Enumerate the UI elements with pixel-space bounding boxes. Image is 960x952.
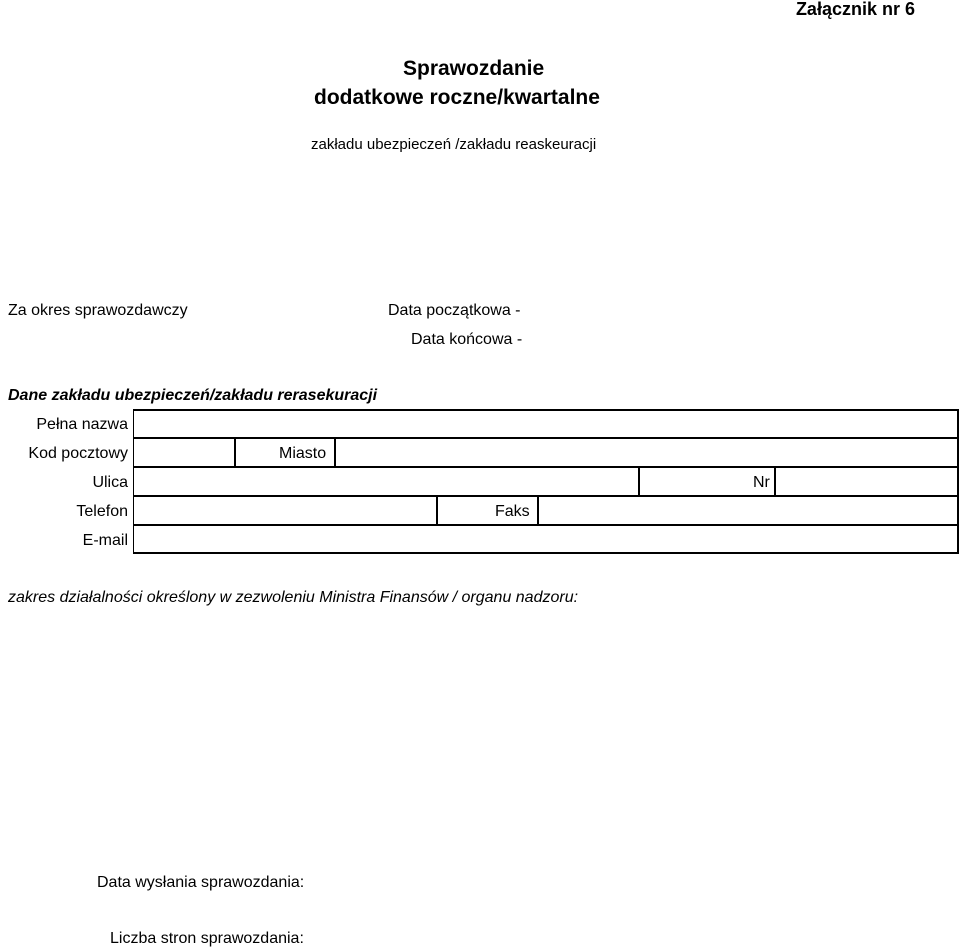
entity-type-label: zakładu ubezpieczeń /zakładu reaskeuracji bbox=[311, 136, 597, 153]
fax-field[interactable] bbox=[540, 497, 957, 524]
fax-label: Faks bbox=[495, 503, 530, 520]
report-page-count-label: Liczba stron sprawozdania: bbox=[110, 930, 304, 947]
reporting-period-label: Za okres sprawozdawczy bbox=[8, 302, 188, 319]
phone-label: Telefon bbox=[76, 503, 128, 520]
full-name-label: Pełna nazwa bbox=[36, 416, 128, 433]
report-subtitle-type: dodatkowe roczne/kwartalne bbox=[314, 86, 600, 109]
postal-code-label: Kod pocztowy bbox=[28, 445, 128, 462]
business-scope-label: zakres działalności określony w zezwoleniu Ministra Finansów / organu nadzoru: bbox=[8, 589, 579, 606]
street-field[interactable] bbox=[135, 468, 638, 495]
number-field[interactable] bbox=[777, 468, 957, 495]
full-name-field[interactable] bbox=[135, 411, 957, 437]
cell-divider bbox=[334, 438, 336, 466]
report-sent-date-label: Data wysłania sprawozdania: bbox=[97, 874, 305, 891]
city-field[interactable] bbox=[337, 439, 957, 466]
cell-divider bbox=[234, 438, 236, 466]
start-date-label: Data początkowa - bbox=[388, 302, 521, 319]
email-field[interactable] bbox=[135, 526, 957, 552]
street-label: Ulica bbox=[92, 474, 128, 491]
attachment-label: Załącznik nr 6 bbox=[795, 0, 915, 19]
phone-field[interactable] bbox=[135, 497, 436, 524]
report-title: Sprawozdanie bbox=[403, 57, 545, 80]
city-label: Miasto bbox=[279, 445, 327, 462]
cell-divider bbox=[436, 496, 438, 524]
cell-divider bbox=[537, 496, 539, 524]
cell-divider bbox=[638, 467, 640, 495]
postal-code-field[interactable] bbox=[135, 439, 234, 466]
email-label: E-mail bbox=[82, 532, 128, 549]
company-data-heading: Dane zakładu ubezpieczeń/zakładu rerasekuracji bbox=[8, 387, 378, 404]
business-scope-field[interactable] bbox=[8, 612, 952, 862]
cell-divider bbox=[774, 467, 776, 495]
end-date-label: Data końcowa - bbox=[411, 331, 523, 348]
number-label: Nr bbox=[753, 474, 770, 491]
